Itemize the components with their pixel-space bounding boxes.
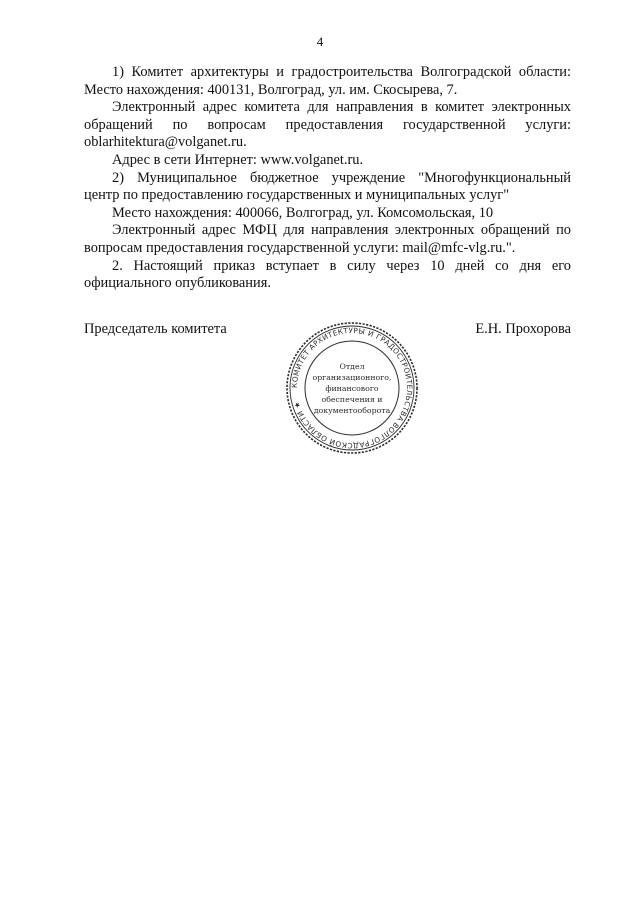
stamp-seal-icon [284, 320, 420, 456]
paragraph-mfc-email: Электронный адрес МФЦ для направления электронных обращений по вопросам предоставления государственной услуги: mail@mfc-vlg.ru.". [84, 222, 571, 256]
page-number: 4 [316, 34, 324, 49]
paragraph-effective-date: 2. Настоящий приказ вступает в силу через 10 дней со дня его официального опубликования. [84, 257, 571, 292]
paragraph-committee-email: Электронный адрес комитета для направления в комитет электронных обращений по вопросам предоставления государственной услуги: oblarhitektura@volganet.ru. [84, 99, 571, 151]
stamp-center-line: организационного, [312, 373, 392, 382]
document-body [84, 64, 571, 293]
paragraph-mfc-address: Место нахождения: 400066, Волгоград, ул. Комсомольская, 10 [112, 204, 494, 221]
official-stamp [284, 320, 420, 456]
paragraph-mfc: 2) Муниципальное бюджетное учреждение "Многофункциональный центр по предоставлению государственных и муниципальных услуг" [84, 169, 571, 204]
stamp-center-line: финансового [325, 384, 379, 393]
stamp-ring-text: КОМИТЕТ АРХИТЕКТУРЫ И ГРАДОСТРОИТЕЛЬСТВА ВОЛГОГРАДСКОЙ ОБЛАСТИ ★ [289, 325, 415, 451]
stamp-center-line: обеспечения и [321, 395, 383, 404]
paragraph-committee: 1) Комитет архитектуры и градостроительства Волгоградской области: Место нахождения: 400131, Волгоград, ул. им. Скосырева, 7. [84, 64, 571, 98]
signatory-name: Е.Н. Прохорова [475, 321, 571, 337]
stamp-center-line: документооборота [313, 406, 391, 415]
paragraph-committee-website: Адрес в сети Интернет: www.volganet.ru. [112, 151, 364, 168]
signatory-position: Председатель комитета [84, 321, 227, 337]
stamp-center-line: Отдел [339, 362, 365, 371]
